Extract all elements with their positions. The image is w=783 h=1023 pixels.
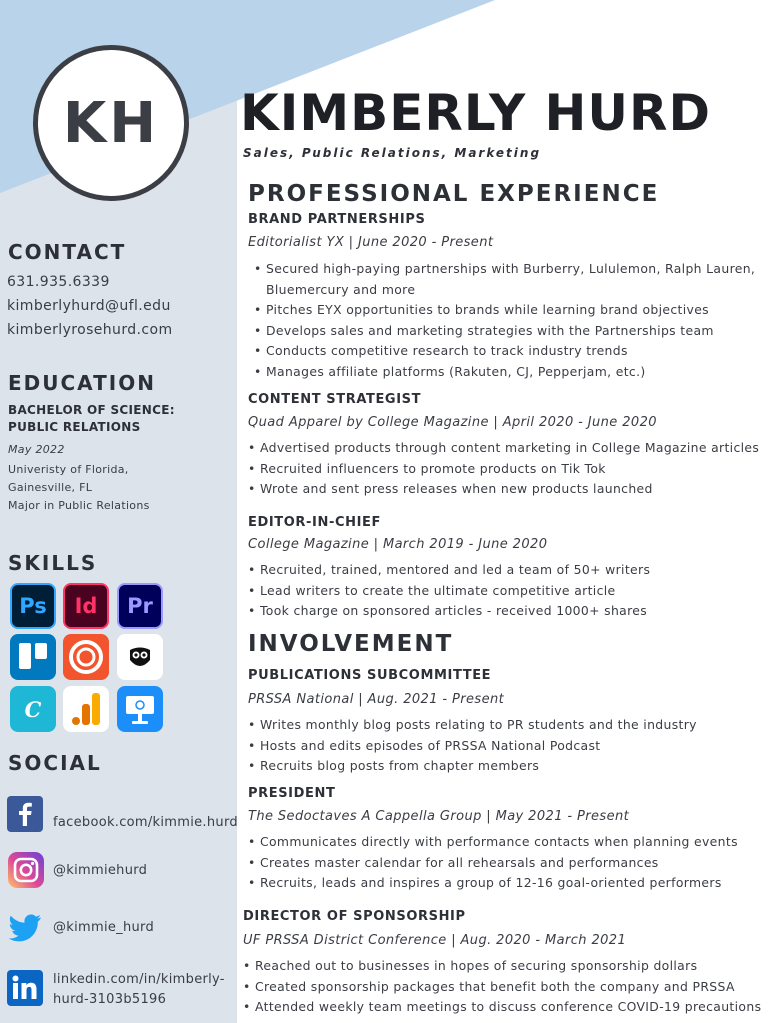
list-item: • Manages affiliate platforms (Rakuten, CJ, Pepperjam, etc.) [254,362,780,383]
job-org: College Magazine | March 2019 - June 2020 [248,537,548,552]
list-item: • Reached out to businesses in hopes of securing sponsorship dollars [243,956,783,977]
skills-heading: SKILLS [8,551,98,575]
role-bullets [248,715,774,777]
job-title: EDITOR-IN-CHIEF [248,515,381,530]
job-bullets [248,438,774,500]
job-title: BRAND PARTNERSHIPS [248,212,426,227]
monogram-avatar [33,45,189,201]
role-bullets [248,832,774,894]
job-bullets [254,259,780,382]
keynote-icon [117,686,163,732]
list-item: • Communicates directly with performance contacts when planning events [248,832,774,853]
contact-website[interactable]: kimberlyrosehurd.com [7,322,173,338]
twitter-icon[interactable] [7,910,43,946]
list-item: • Created sponsorship packages that benefit both the company and PRSSA [243,977,783,998]
education-major: Major in Public Relations [8,499,150,512]
education-degree-line2: PUBLIC RELATIONS [8,420,141,434]
list-item: • Wrote and sent press releases when new products launched [248,479,774,500]
experience-heading: PROFESSIONAL EXPERIENCE [248,181,660,207]
instagram-handle[interactable]: @kimmiehurd [53,863,148,878]
hootsuite-owl-icon [117,634,163,680]
list-item: • Creates master calendar for all rehearsals and performances [248,853,774,874]
job-title: CONTENT STRATEGIST [248,392,422,407]
role-bullets [243,956,783,1018]
google-analytics-icon [63,686,109,732]
role-title: DIRECTOR OF SPONSORSHIP [243,909,466,924]
linkedin-link-line2[interactable]: hurd-3103b5196 [53,992,167,1007]
job-org: Quad Apparel by College Magazine | April 2020 - June 2020 [248,415,657,430]
job-org: Editorialist YX | June 2020 - Present [248,235,494,250]
indesign-icon: Id [63,583,109,629]
list-item: • Recruits blog posts from chapter members [248,756,774,777]
linkedin-link-line1[interactable]: linkedin.com/in/kimberly- [53,972,225,987]
photoshop-icon: Ps [10,583,56,629]
contact-phone: 631.935.6339 [7,274,110,290]
twitter-handle[interactable]: @kimmie_hurd [53,920,155,935]
facebook-icon[interactable] [7,796,43,832]
list-item: • Lead writers to create the ultimate competitive article [248,581,774,602]
list-item: • Writes monthly blog posts relating to PR students and the industry [248,715,774,736]
contact-heading: CONTACT [8,240,127,264]
premiere-pro-icon: Pr [117,583,163,629]
education-school-line2: Gainesville, FL [8,481,93,494]
role-title: PUBLICATIONS SUBCOMMITTEE [248,668,492,683]
education-degree-line1: BACHELOR OF SCIENCE: [8,403,175,417]
role-org: UF PRSSA District Conference | Aug. 2020 - March 2021 [243,933,627,948]
page-title: KIMBERLY HURD [240,84,712,142]
role-org: The Sedoctaves A Cappella Group | May 2021 - Present [248,809,630,824]
list-item: • Advertised products through content marketing in College Magazine articles [248,438,774,459]
role-org: PRSSA National | Aug. 2021 - Present [248,692,505,707]
education-school-line1: Univeristy of Florida, [8,463,129,476]
role-title: PRESIDENT [248,786,336,801]
circle-target-icon [63,634,109,680]
list-item: • Recruited, trained, mentored and led a team of 50+ writers [248,560,774,581]
canva-icon: C [10,686,56,732]
list-item: • Conducts competitive research to track industry trends [254,341,780,362]
contact-email[interactable]: kimberlyhurd@ufl.edu [7,298,171,314]
facebook-link[interactable]: facebook.com/kimmie.hurd [53,815,238,830]
list-item: • Hosts and edits episodes of PRSSA National Podcast [248,736,774,757]
education-date: May 2022 [8,443,65,456]
instagram-icon[interactable] [8,852,44,888]
trello-icon [10,634,56,680]
involvement-heading: INVOLVEMENT [248,631,454,657]
job-bullets [248,560,774,622]
list-item: • Attended weekly team meetings to discuss conference COVID-19 precautions [243,997,783,1018]
list-item: • Recruited influencers to promote products on Tik Tok [248,459,774,480]
list-item: • Took charge on sponsored articles - received 1000+ shares [248,601,774,622]
list-item: • Pitches EYX opportunities to brands while learning brand objectives [254,300,780,321]
monogram-initials: KH [62,90,160,156]
linkedin-icon[interactable] [7,970,43,1006]
list-item: • Recruits, leads and inspires a group of 12-16 goal-oriented performers [248,873,774,894]
list-item: • Secured high-paying partnerships with Burberry, Lululemon, Ralph Lauren, Bluemercury and more [254,259,780,300]
education-heading: EDUCATION [8,371,156,395]
list-item: • Develops sales and marketing strategies with the Partnerships team [254,321,780,342]
tagline: Sales, Public Relations, Marketing [243,146,542,160]
social-heading: SOCIAL [8,751,102,775]
